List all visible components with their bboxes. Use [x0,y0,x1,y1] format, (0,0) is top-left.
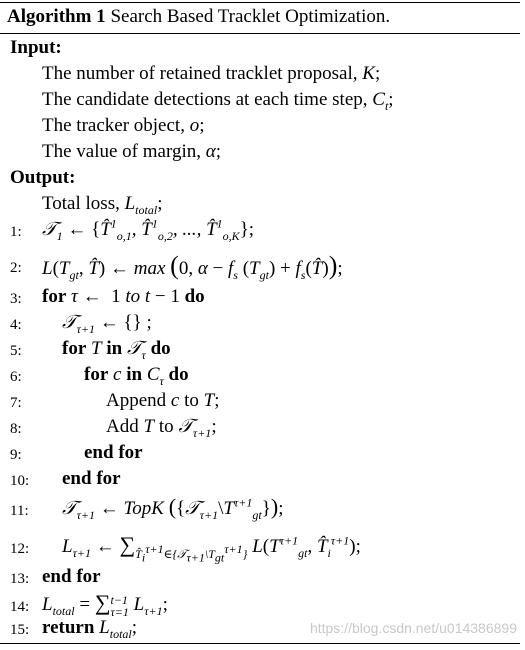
input-heading: Input: [10,37,62,58]
top-rule [0,2,520,3]
algo-line-2: $L(T_{gt}$, T̂) ← max (0, $\alpha - f_s$ $(T_{gt})$ + $f_s(T̂)$); [42,251,343,282]
algorithm-label: Algorithm 1 [7,6,106,27]
algo-line-9: end for [84,442,143,463]
input-item: The value of margin, α; [42,141,222,162]
algo-line-11: 𝒯$_{\tau+1}$ ← TopK $(\{𝒯_{\tau+1}\backslash T^{\tau+1}_{gt}\})$; [62,494,284,522]
algo-line-12: $L_{\tau+1}$ ← $\sum T̂_i^{\tau+1}\in\{𝒯_{\tau+1}\backslash T_{gt}^{\tau+1}\}$ $L(T^{\tau+1}_{gt}$, $T̂_i^{\tau+1}$); [62,532,361,565]
line-number: 6: [10,369,22,385]
algo-line-13: end for [42,566,101,587]
algo-line-14: $L_{total}$ = ∑ t−1 τ=1 $L_{\tau+1}$; [42,590,168,619]
line-number: 7: [10,395,22,411]
output-heading: Output: [10,167,76,188]
output-item: Total loss, $L_{total}$; [42,193,163,217]
bottom-rule [0,643,520,644]
algo-line-5: for T in 𝒯$_\tau$ do [62,338,171,362]
line-number: 11: [10,503,29,519]
algo-line-8: Add T to 𝒯$_{\tau+1}$; [106,416,217,440]
algo-line-10: end for [62,468,121,489]
algorithm-caption [7,5,390,29]
line-number: 3: [10,291,22,307]
algo-line-7: Append c to T; [106,390,220,411]
line-number: 8: [10,421,22,437]
line-number: 15: [10,622,30,638]
line-number: 1: [10,224,22,240]
line-number: 12: [10,541,30,557]
algorithm-title: Search Based Tracklet Optimization. [110,6,391,27]
algo-line-6: for c in $C_\tau$ do [84,364,189,388]
algo-line-1: 𝒯$_1$ ← {T̂$^1_{o,1}$, T̂$^1_{o,2}$, ..., T̂$^1_{o,K}$}; [42,216,255,243]
input-item: The tracker object, o; [42,115,205,136]
line-number: 4: [10,317,22,333]
line-number: 13: [10,571,30,587]
line-number: 14: [10,599,30,615]
line-number: 10: [10,473,30,489]
input-item: The candidate detections at each time step, $C_t$; [42,89,394,113]
line-number: 5: [10,343,22,359]
line-number: 2: [10,260,22,276]
algo-line-3: for τ ← 1 to t − 1 do [42,286,205,307]
algo-line-4: 𝒯$_{\tau+1}$ ← {} ; [62,312,152,336]
watermark: https://blog.csdn.net/u014386899 [309,620,517,636]
input-item: The number of retained tracklet proposal, K; [42,63,381,84]
caption-rule [0,33,520,34]
line-number: 9: [10,447,22,463]
algo-line-15: return $L_{total}$; [42,617,138,641]
